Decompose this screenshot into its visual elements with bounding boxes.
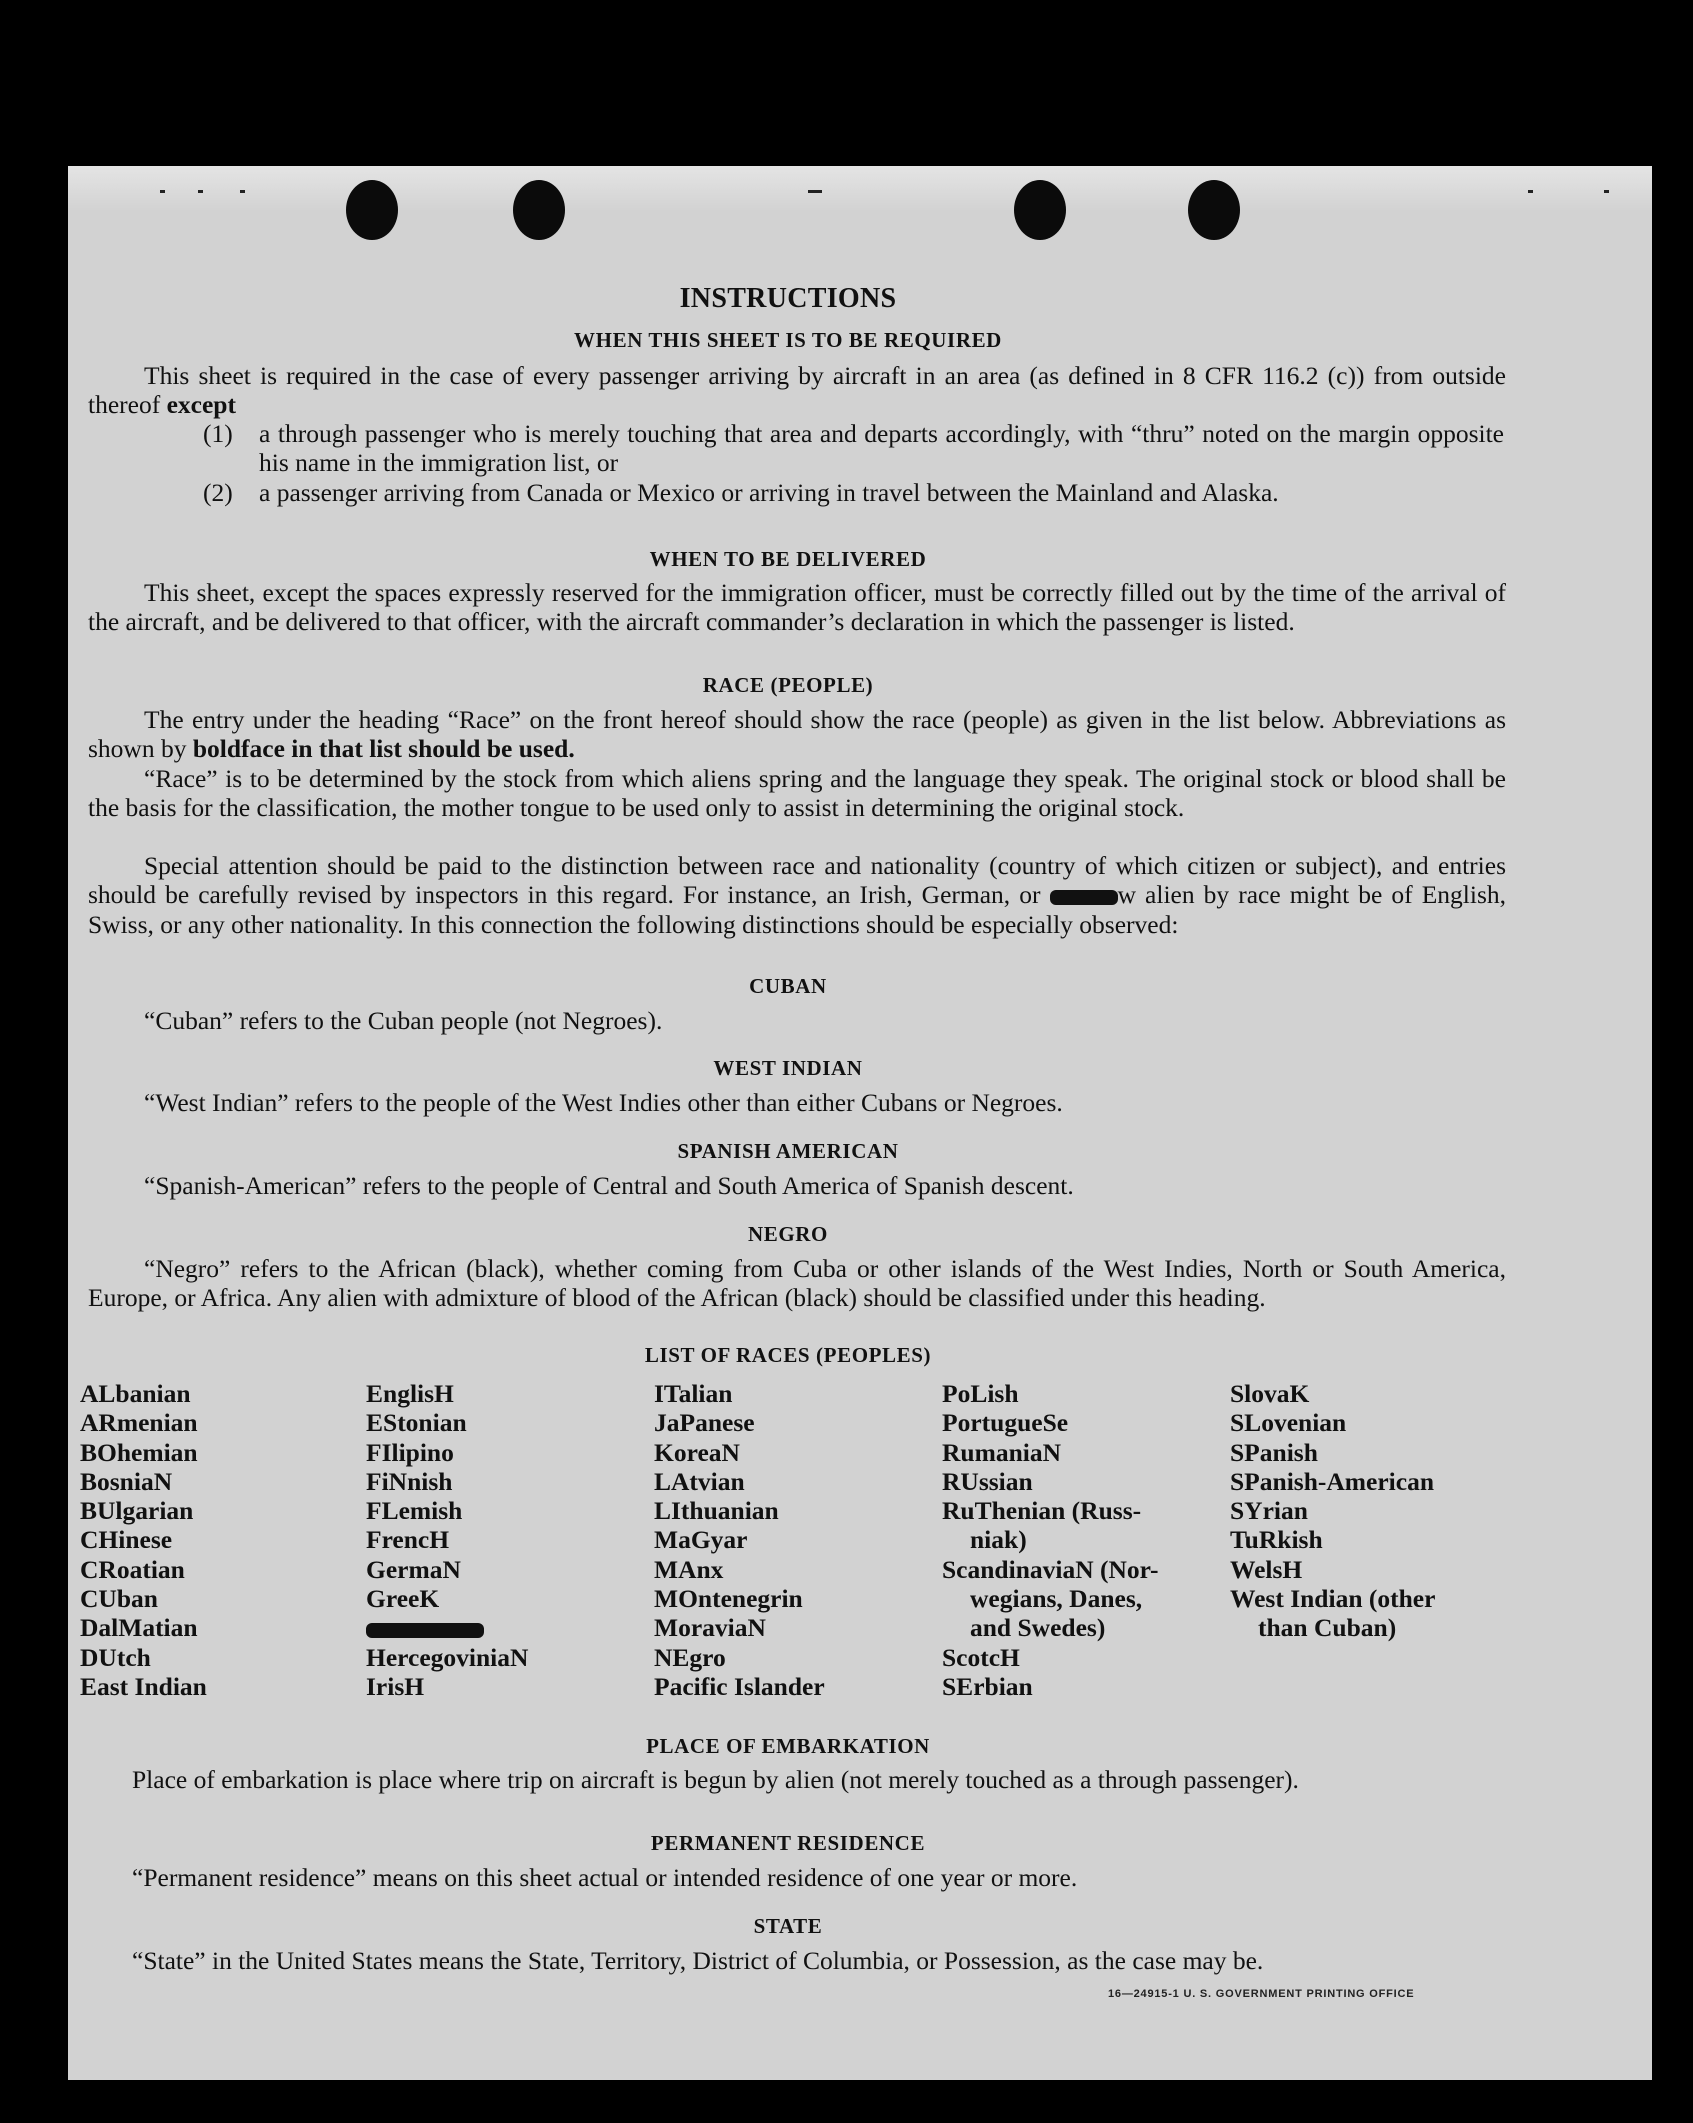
races-column-2 [366, 1379, 528, 1701]
race-item: DalMatian [80, 1613, 198, 1643]
heading-negro: NEGRO [747, 1222, 828, 1246]
redaction-mark [1050, 890, 1118, 905]
west-indian-text: “West Indian” refers to the people of the West Indies other than either Cubans or Negroes. [144, 1088, 1063, 1117]
race-item: niak) [970, 1525, 1027, 1555]
heading-list-of-races: LIST OF RACES (PEOPLES) [644, 1343, 932, 1367]
race-paragraph-2: “Race” is to be determined by the stock from which aliens spring and the language they speak. The original stock or blood shall be the basis for the classification, the mother tongue to be used only to assist in determining the original stock. [88, 764, 1506, 823]
race-item: FLemish [366, 1496, 463, 1526]
race-item: ScotcH [942, 1642, 1020, 1672]
heading-required: WHEN THIS SHEET IS TO BE REQUIRED [574, 328, 1002, 352]
race-item: MOntenegrin [654, 1584, 803, 1614]
race-item: ALbanian [80, 1379, 191, 1408]
race-item: FIlipino [366, 1437, 454, 1467]
race-item: and Swedes) [970, 1613, 1106, 1643]
race-item: SlovaK [1230, 1379, 1310, 1408]
race-item: LIthuanian [654, 1496, 779, 1526]
race-item: than Cuban) [1258, 1613, 1397, 1643]
race-item: PortugueSe [942, 1408, 1069, 1438]
race-item: JaPanese [654, 1408, 755, 1438]
race-paragraph-1: The entry under the heading “Race” on the front hereof should show the race (people) as given in the list below. Abbreviations as shown by boldface in that list should be used. [88, 705, 1506, 764]
race-item: ARmenian [80, 1408, 198, 1438]
race-item: CHinese [80, 1525, 173, 1555]
races-column-1 [80, 1379, 207, 1701]
heading-embarkation: PLACE OF EMBARKATION [646, 1734, 930, 1758]
race-item: WelsH [1230, 1554, 1303, 1584]
race-item: RuThenian (Russ- [942, 1496, 1142, 1526]
delivered-text: This sheet, except the spaces expressly reserved for the immigration officer, must be correctly filled out by the time of the arrival of the aircraft, and be delivered to that officer, with the aircraft commander’s declaration in which the passenger is listed. [88, 578, 1506, 637]
state-text: “State” in the United States means the State, Territory, District of Columbia, or Possession, as the case may be. [132, 1946, 1264, 1975]
race-item: BOhemian [80, 1437, 198, 1467]
race-paragraph-3: Special attention should be paid to the distinction between race and nationality (country of which citizen or subject), and entries should be carefully revised by inspectors in this regard. For instance, an Irish, German, or w alien by race might be of English, Swiss, or any other nationality. In this connection the following distinctions should be especially observed: [88, 851, 1507, 939]
race-item: EStonian [366, 1408, 467, 1438]
race-item: ITalian [654, 1379, 733, 1408]
race-item: LAtvian [654, 1466, 745, 1496]
heading-delivered: WHEN TO BE DELIVERED [649, 547, 927, 571]
heading-state: STATE [753, 1914, 823, 1938]
race-item: HercegoviniaN [366, 1642, 529, 1672]
heading-cuban: CUBAN [749, 974, 827, 998]
race-item: BosniaN [80, 1466, 173, 1496]
race-item: CUban [80, 1584, 158, 1614]
heading-residence: PERMANENT RESIDENCE [650, 1831, 926, 1855]
race-item: GermaN [366, 1554, 461, 1584]
race-item: BUlgarian [80, 1496, 194, 1526]
race-item: FiNnish [366, 1466, 453, 1496]
race-item: SPanish [1230, 1437, 1318, 1467]
race-item: GreeK [366, 1584, 440, 1614]
race-item: SLovenian [1230, 1408, 1347, 1438]
redaction-mark [366, 1623, 484, 1638]
race-item: East Indian [80, 1671, 207, 1701]
cuban-text: “Cuban” refers to the Cuban people (not Negroes). [144, 1006, 663, 1035]
race-item: DUtch [80, 1642, 151, 1672]
race-item: ScandinaviaN (Nor- [942, 1554, 1159, 1584]
race-item: MaGyar [654, 1525, 748, 1555]
race-item: TuRkish [1230, 1525, 1323, 1555]
required-intro: This sheet is required in the case of every passenger arriving by aircraft in an area (as defined in 8 CFR 116.2 (c)) from outside thereof except [88, 361, 1506, 420]
race-item: RumaniaN [942, 1437, 1062, 1467]
race-item: RUssian [942, 1466, 1033, 1496]
race-item: IrisH [366, 1671, 425, 1701]
race-item: PoLish [942, 1379, 1019, 1408]
races-column-5 [1230, 1379, 1435, 1643]
race-item: KoreaN [654, 1437, 740, 1467]
printing-office-code: 16—24915-1 U. S. GOVERNMENT PRINTING OFFICE [1108, 1988, 1415, 2000]
negro-text: “Negro” refers to the African (black), whether coming from Cuba or other islands of the West Indies, North or South America, Europe, or Africa. Any alien with admixture of blood of the African (black) should be classified under this heading. [88, 1254, 1506, 1313]
heading-west-indian: WEST INDIAN [713, 1056, 863, 1080]
race-item: CRoatian [80, 1554, 185, 1584]
heading-race: RACE (PEOPLE) [702, 673, 874, 697]
spanish-american-text: “Spanish-American” refers to the people of Central and South America of Spanish descent. [144, 1171, 1074, 1200]
races-column-4 [942, 1379, 1159, 1701]
residence-text: “Permanent residence” means on this sheet actual or intended residence of one year or more. [132, 1863, 1078, 1892]
heading-spanish-american: SPANISH AMERICAN [677, 1139, 899, 1163]
races-column-3 [654, 1379, 825, 1701]
race-item: West Indian (other [1230, 1584, 1436, 1614]
race-item: NEgro [654, 1642, 726, 1672]
race-item: wegians, Danes, [970, 1584, 1143, 1614]
race-item: MoraviaN [654, 1613, 766, 1643]
race-item: EnglisH [366, 1379, 454, 1408]
race-item: SYrian [1230, 1496, 1308, 1526]
race-item: MAnx [654, 1554, 724, 1584]
race-item-redacted [366, 1613, 528, 1642]
instruction-sheet: INSTRUCTIONS WHEN THIS SHEET IS TO BE REQUIRED This sheet is required in the case of every passenger arriving by aircraft in an area (as defined in 8 CFR 116.2 (c)) from outside thereof except (1) a through passenger who is merely touching that area and departs accordingly, with “thru” noted on the margin opposite his name in the immigration list, or (2) a passenger arriving from Canada or Mexico or arriving in travel between the Mainland and Alaska. WHEN TO BE DELIVERED This sheet, except the spaces expressly reserved for the immigration officer, must be correctly filled out by the time of the arrival of the aircraft, and be delivered to that officer, with the aircraft commander’s declaration in which the passenger is listed. RACE (PEOPLE) The entry under the heading “Race” on the front hereof should show the race (people) as given in the list below. Abbreviations as shown by boldface in that list should be used. “Race” is to be determined by the stock from which aliens spring and the language they speak. The original stock or blood shall be the basis for the classification, the mother tongue to be used only to assist in determining the original stock. Special attention should be paid to the distinction between race and nationality (country of which citizen or subject), and entries should be carefully revised by inspectors in this regard. For instance, an Irish, German, or w alien by race might be of English, Swiss, or any other nationality. In this connection the following distinctions should be especially observed: CUBAN “Cuban” refers to the Cuban people (not Negroes). WEST INDIAN “West Indian” refers to the people of the West Indies other than either Cubans or Negroes. SPANISH AMERICAN “Spanish-American” refers to the people of Central and South America of Spanish descent. NEGRO “Negro” refers to the African (black), whether coming from Cuba or other islands of the West Indies, North or South America, Europe, or Africa. Any alien with admixture of blood of the African (black) should be classified under this heading. LIST OF RACES (PEOPLES) ALbanian ARmenian BOhemian BosniaN BUlgarian CHinese CRoatian CUban DalMatian DUtch East Indian EnglisH EStonian FIlipino FiNnish FLemish FrencH GermaN GreeK HercegoviniaN IrisH ITalian JaPanese KoreaN LAtvian LIthuanian MaGyar MAnx MOntenegrin MoraviaN NEgro Pacific Islander PoLish PortugueSe RumaniaN RUssian RuThenian (Russ- niak) ScandinaviaN (Nor- wegians, Danes, and Swedes) ScotcH SErbian SlovaK SLovenian SPanish SPanish-American SYrian TuRkish WelsH West Indian (other than Cuban) PLACE OF EMBARKATION Place of embarkation is place where trip on aircraft is begun by alien (not merely touched as a through passenger). PERMANENT RESIDENCE “Permanent residence” means on this sheet actual or intended residence of one year or more. STATE “State” in the United States means the State, Territory, District of Columbia, or Possession, as the case may be. 16—24915-1 U. S. GOVERNMENT PRINTING OFFICE [68, 166, 1652, 2080]
race-item: SErbian [942, 1671, 1033, 1701]
race-item: Pacific Islander [654, 1671, 825, 1701]
page-title: INSTRUCTIONS [679, 283, 897, 314]
race-item: SPanish-American [1230, 1466, 1434, 1496]
race-item: FrencH [366, 1525, 450, 1555]
embarkation-text: Place of embarkation is place where trip on aircraft is begun by alien (not merely touched as a through passenger). [132, 1765, 1299, 1794]
